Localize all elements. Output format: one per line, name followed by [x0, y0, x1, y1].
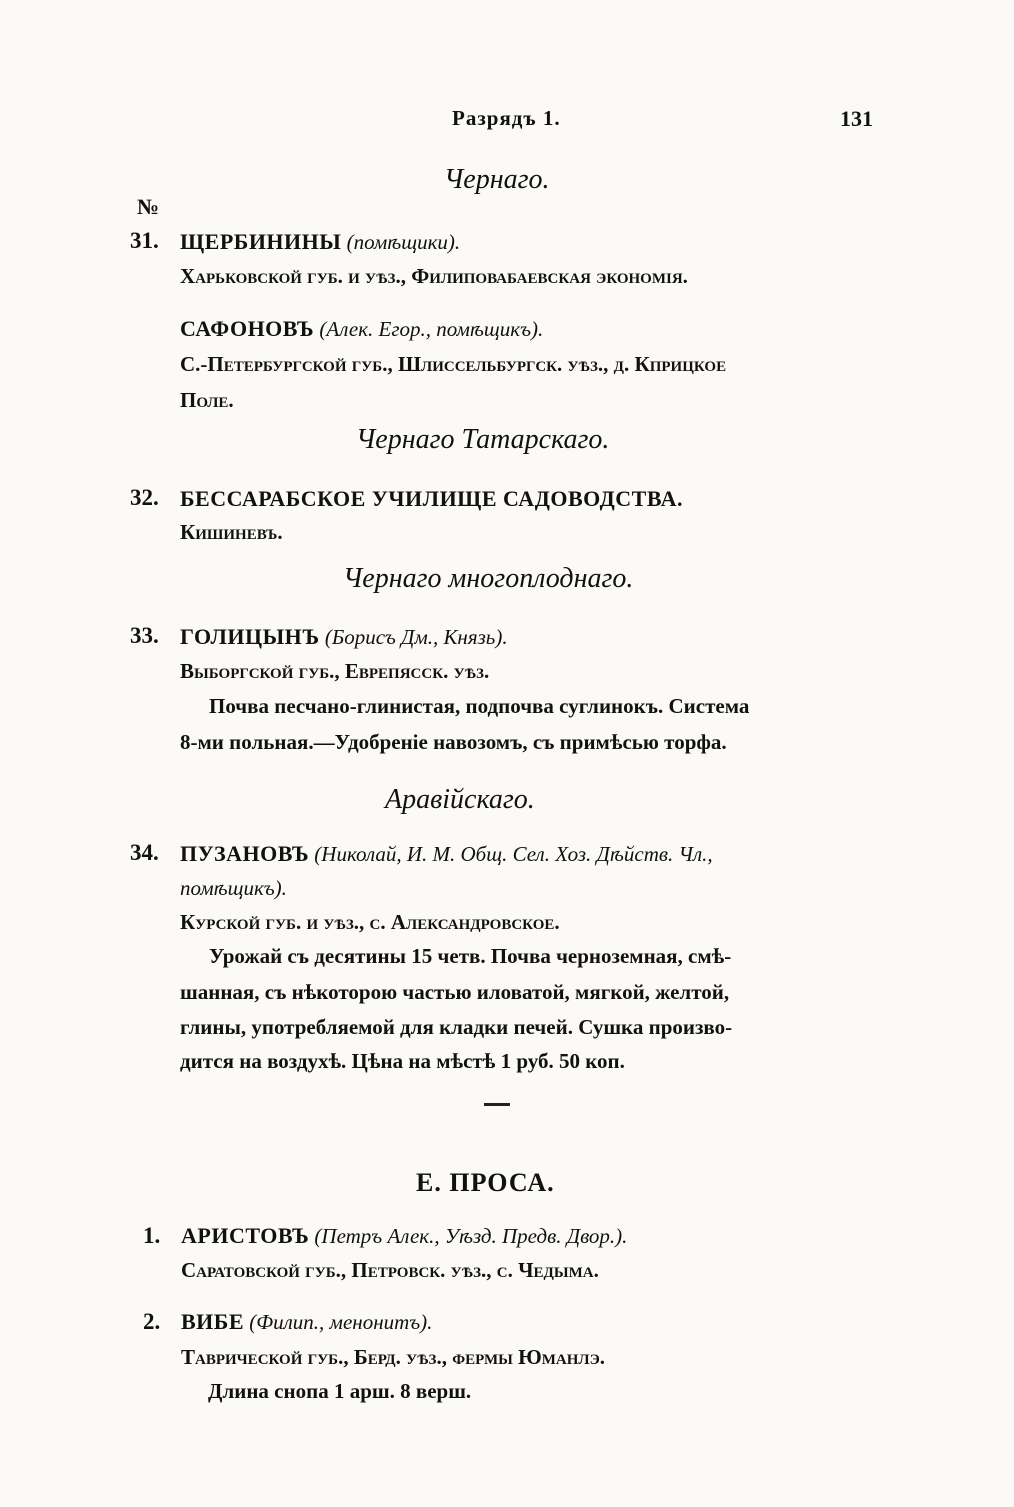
entry-note: 8-ми польная.—Удобреніе навозомъ, съ примѣсью торфа.	[180, 730, 727, 754]
section-divider	[484, 1103, 510, 1106]
group-heading: Чернаго.	[444, 164, 550, 195]
entry-detail: (Николай, И. М. Общ. Сел. Хоз. Дѣйств. Чл.,	[314, 842, 713, 866]
running-header: Разрядъ 1.	[452, 106, 561, 130]
entry-header	[180, 841, 713, 867]
entry-number: 34.	[130, 840, 159, 865]
entry-number: 2.	[143, 1309, 161, 1334]
entry-name: БЕССАРАБСКОЕ УЧИЛИЩЕ САДОВОДСТВА.	[180, 486, 684, 511]
entry-location: Таврической губ., Берд. уѣз., фермы Юманлэ.	[181, 1345, 606, 1369]
entry-name: ВИБЕ	[181, 1309, 245, 1334]
entry-location: Поле.	[180, 388, 234, 412]
entry-number: 32.	[130, 485, 159, 510]
section-title: Е. ПРОСА.	[416, 1168, 555, 1197]
entry-detail: (Филип., менонитъ).	[249, 1310, 433, 1334]
entry-location: Кишиневъ.	[180, 520, 283, 544]
entry-header	[180, 229, 460, 255]
entry-detail: (Борисъ Дм., Князь).	[324, 625, 508, 649]
entry-number: 31.	[130, 228, 159, 253]
entry-name: АРИСТОВЪ	[181, 1223, 310, 1248]
entry-detail: (помѣщики).	[346, 230, 461, 254]
entry-detail: (Петръ Алек., Уѣзд. Предв. Двор.).	[314, 1224, 628, 1248]
entry-name: ЩЕРБИНИНЫ	[180, 229, 342, 254]
entry-location: Курской губ. и уѣз., с. Александровское.	[180, 910, 560, 934]
entry-note: Почва песчано-глинистая, подпочва суглинокъ. Система	[209, 694, 750, 718]
entry-header	[180, 624, 508, 650]
entry-header	[181, 1223, 627, 1249]
group-heading: Чернаго Татарскаго.	[356, 424, 610, 455]
entry-header	[180, 316, 543, 342]
page-number: 131	[840, 106, 873, 131]
entry-note: Урожай съ десятины 15 четв. Почва черноземная, смѣ-	[209, 944, 732, 968]
entry-header	[180, 486, 683, 512]
entry-number: 1.	[143, 1223, 161, 1248]
entry-location: Выборгской губ., Еврепясск. уѣз.	[180, 659, 490, 683]
entry-detail: (Алек. Егор., помѣщикъ).	[319, 317, 544, 341]
entry-name: САФОНОВЪ	[180, 316, 315, 341]
group-heading: Чернаго многоплоднаго.	[343, 563, 634, 594]
entry-location: Харьковской губ. и уѣз., Филиповабаевская экономія.	[180, 264, 688, 288]
entry-detail-continued: помѣщикъ).	[180, 876, 287, 900]
entry-name: ГОЛИЦЫНЪ	[180, 624, 320, 649]
entry-note: шанная, съ нѣкоторою частью иловатой, мягкой, желтой,	[180, 980, 730, 1004]
entry-note: дится на воздухѣ. Цѣна на мѣстѣ 1 руб. 50 коп.	[180, 1049, 625, 1073]
entry-note: Длина снопа 1 арш. 8 верш.	[208, 1379, 472, 1403]
entry-location: С.-Петербургской губ., Шлиссельбургск. уѣз., д. Кприцкое	[180, 352, 727, 376]
entry-note: глины, употребляемой для кладки печей. Сушка произво-	[180, 1015, 733, 1039]
number-sign: №	[137, 194, 160, 219]
entry-location: Саратовской губ., Петровск. уѣз., с. Чедыма.	[181, 1258, 599, 1282]
entry-header	[181, 1309, 432, 1335]
entry-name: ПУЗАНОВЪ	[180, 841, 310, 866]
entry-number: 33.	[130, 623, 159, 648]
group-heading: Аравійскаго.	[385, 784, 535, 815]
